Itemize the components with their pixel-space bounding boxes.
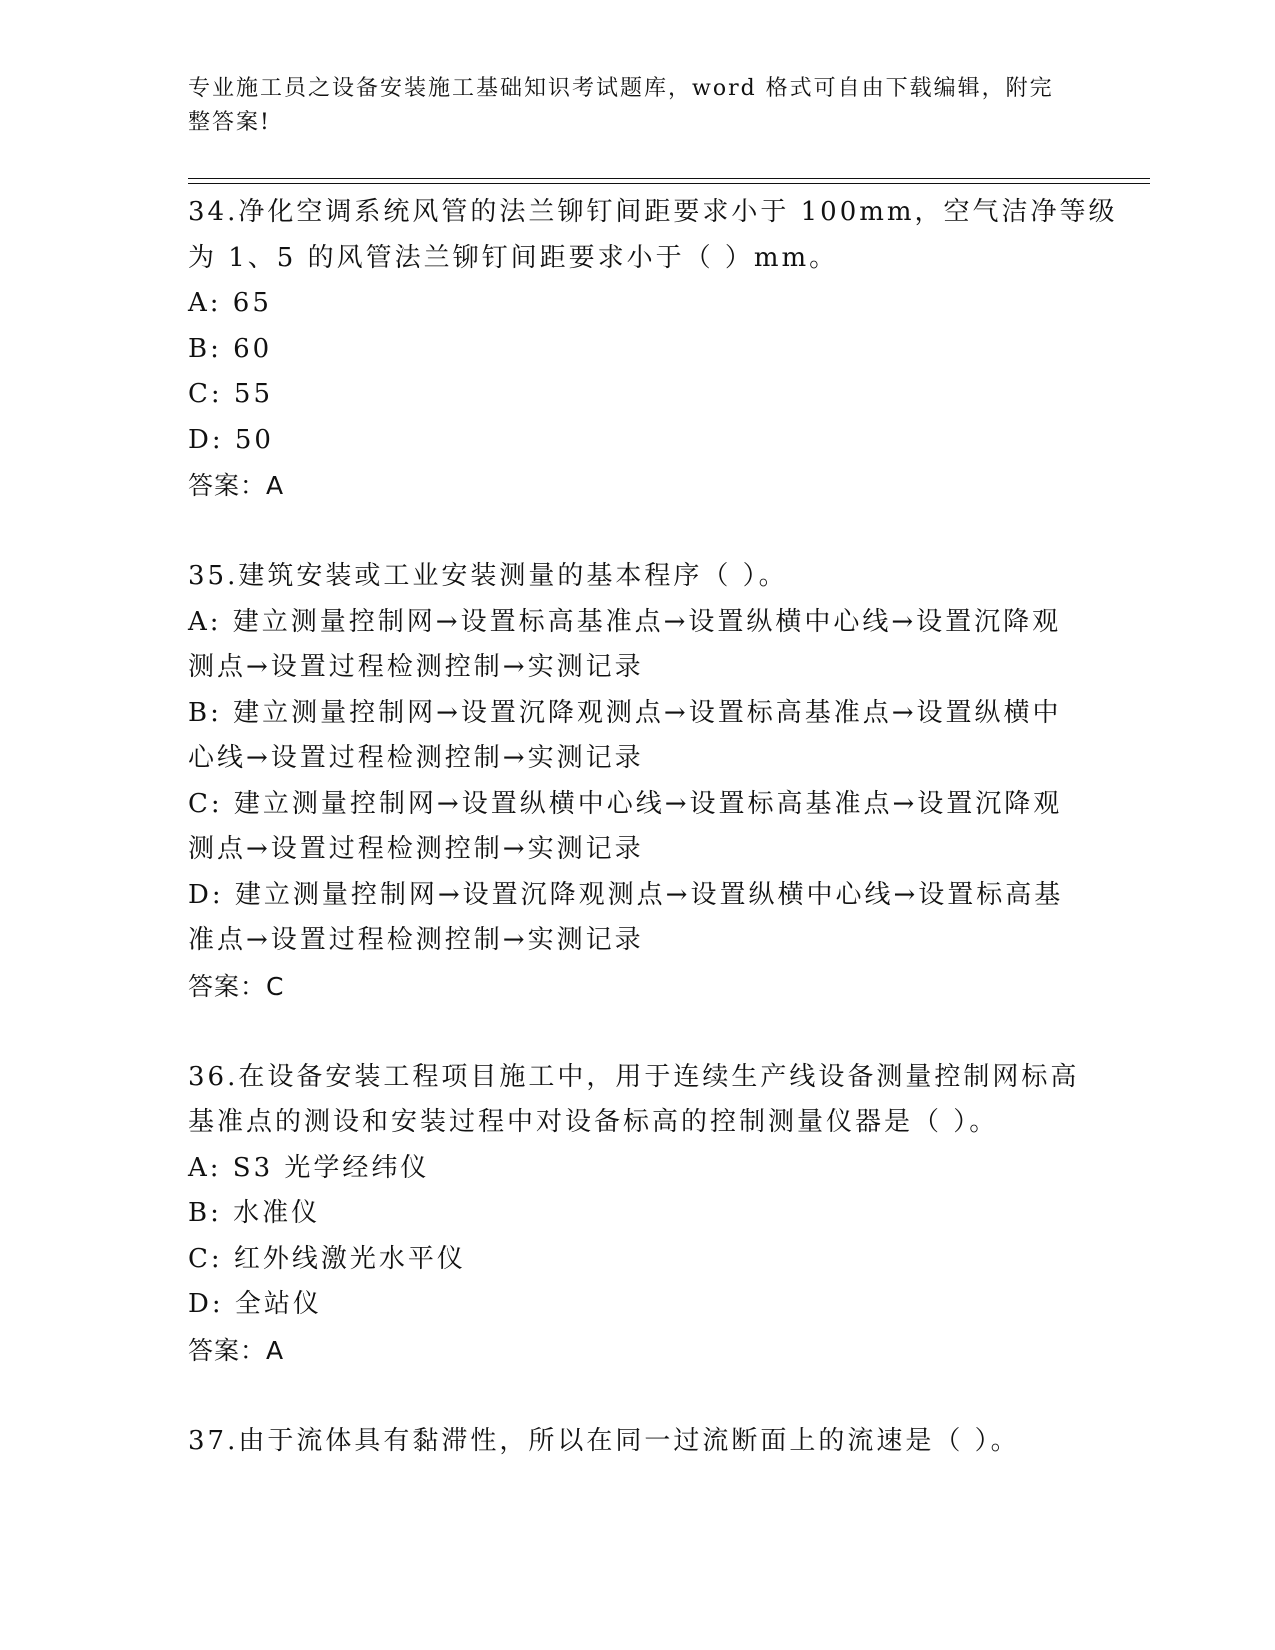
- option-a: A: 建立测量控制网→设置标高基准点→设置纵横中心线→设置沉降观: [188, 606, 1062, 637]
- option-a-continued: 测点→设置过程检测控制→实测记录: [188, 652, 644, 682]
- header-rule-bottom: [188, 183, 1150, 184]
- option-d: D: 50: [188, 424, 274, 455]
- spacer: [188, 1009, 1068, 1055]
- option-b: B: 60: [188, 333, 273, 364]
- option-c: C: 红外线激光水平仪: [188, 1243, 466, 1274]
- question-stem: 34.净化空调系统风管的法兰铆钉间距要求小于 100mm，空气洁净等级: [188, 197, 1118, 227]
- question-stem: 37.由于流体具有黏滞性，所以在同一过流断面上的流速是（ ）。: [188, 1425, 1020, 1456]
- answer-line: 答案：C: [188, 971, 285, 1001]
- spacer: [188, 509, 1068, 555]
- option-c: C: 建立测量控制网→设置纵横中心线→设置标高基准点→设置沉降观: [188, 788, 1063, 819]
- question-list: [188, 190, 1118, 1464]
- question-stem: 为 1、5 的风管法兰铆钉间距要求小于（ ）mm。: [188, 242, 839, 273]
- option-d: D: 全站仪: [188, 1289, 322, 1319]
- option-d: D: 建立测量控制网→设置沉降观测点→设置纵横中心线→设置标高基: [188, 879, 1064, 910]
- question-stem: 36.在设备安装工程项目施工中，用于连续生产线设备测量控制网标高: [188, 1061, 1080, 1092]
- document-header: [188, 72, 1068, 140]
- question-stem: 35.建筑安装或工业安装测量的基本程序（ ）。: [188, 561, 788, 591]
- header-line-2: 整答案!: [188, 110, 271, 135]
- option-c-continued: 测点→设置过程检测控制→实测记录: [188, 834, 644, 864]
- question-36: [188, 1055, 1080, 1374]
- option-d-continued: 准点→设置过程检测控制→实测记录: [188, 925, 644, 955]
- header-rule-top: [188, 178, 1150, 179]
- question-35: [188, 554, 1068, 1009]
- option-b-continued: 心线→设置过程检测控制→实测记录: [188, 743, 644, 773]
- option-a: A: S3 光学经纬仪: [188, 1152, 430, 1183]
- header-line-1: 专业施工员之设备安装施工基础知识考试题库，word 格式可自由下载编辑，附完: [188, 76, 1054, 101]
- option-c: C: 55: [188, 379, 274, 409]
- question-stem: 基准点的测设和安装过程中对设备标高的控制测量仪器是（ ）。: [188, 1107, 999, 1137]
- option-b: B: 建立测量控制网→设置沉降观测点→设置标高基准点→设置纵横中: [188, 697, 1062, 728]
- option-b: B: 水准仪: [188, 1198, 321, 1228]
- answer-line: 答案：A: [188, 471, 285, 500]
- question-34: [188, 190, 1118, 509]
- spacer: [188, 1373, 1068, 1419]
- option-a: A: 65: [188, 288, 272, 318]
- question-37: [188, 1419, 1068, 1465]
- answer-line: 答案：A: [188, 1335, 285, 1365]
